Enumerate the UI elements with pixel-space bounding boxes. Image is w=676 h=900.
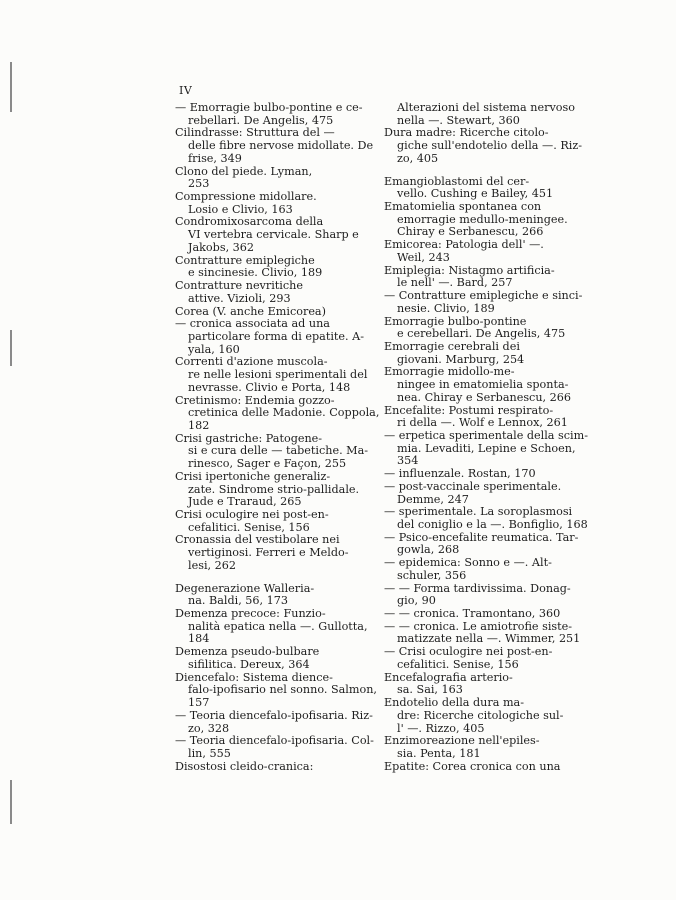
index-entry-continuation: re nelle lesioni sperimentali del [188, 368, 368, 382]
index-entry-continuation: cefalitici. Senise, 156 [397, 657, 519, 671]
index-entry-line: Emangioblastomi del cer- [384, 174, 530, 188]
index-entry-line: Enzimoreazione nell'epiles- [384, 734, 540, 748]
index-entry-continuation: lesi, 262 [188, 558, 236, 572]
index-entry-continuation: Alterazioni del sistema nervoso [397, 101, 575, 114]
index-entry-continuation: nalità epatica nella —. Gullotta, [188, 619, 368, 633]
index-entry-line: — Crisi oculogire nei post-en- [384, 645, 553, 659]
index-entry-continuation: Weil, 243 [397, 250, 450, 264]
index-column-left [175, 101, 380, 773]
index-entry-continuation: giche sull'endotelio della —. Riz- [397, 139, 582, 153]
index-entry-continuation: e cerebellari. De Angelis, 475 [397, 327, 566, 341]
index-entry-continuation: zo, 328 [188, 721, 230, 735]
index-entry-continuation: vertiginosi. Ferreri e Meldo- [188, 546, 349, 560]
index-entry-line: Crisi ipertoniche generaliz- [175, 469, 331, 483]
index-entry-line: Dura madre: Ricerche citolo- [384, 126, 549, 140]
index-entry-line: Crisi oculogire nei post-en- [175, 508, 329, 521]
index-entry-continuation: sia. Penta, 181 [397, 746, 481, 760]
index-entry-continuation: vello. Cushing e Bailey, 451 [397, 187, 554, 201]
index-entry-line: Emorragie cerebrali dei [384, 339, 520, 353]
index-entry-continuation: 182 [188, 418, 210, 432]
index-entry-continuation: frise, 349 [188, 151, 242, 165]
index-entry-continuation: Losio e Clivio, 163 [188, 202, 293, 216]
index-entry-continuation: particolare forma di epatite. A- [188, 329, 364, 343]
index-entry-continuation: nesie. Clivio, 189 [397, 301, 495, 315]
index-entry-continuation: na. Baldi, 56, 173 [188, 594, 289, 608]
index-entry-line: — erpetica sperimentale della scim- [384, 428, 589, 442]
index-entry-line: Demenza precoce: Funzio- [175, 607, 326, 621]
index-entry-continuation: 354 [397, 454, 419, 468]
index-entry-line: Encefalografia arterio- [384, 670, 513, 684]
margin-mark [10, 330, 12, 366]
index-entry-continuation: lin, 555 [188, 746, 231, 760]
index-entry-line: Emicorea: Patologia dell' —. [384, 238, 544, 252]
index-entry-continuation: gio, 90 [397, 594, 436, 608]
index-entry-continuation: si e cura delle — tabetiche. Ma- [188, 444, 369, 458]
index-entry-line: Emiplegia: Nistagmo artificia- [384, 263, 555, 277]
index-entry-line: Diencefalo: Sistema dience- [175, 670, 333, 684]
index-entry-continuation: cefalitici. Senise, 156 [188, 520, 310, 534]
index-entry-continuation: gowla, 268 [397, 543, 460, 557]
index-entry-continuation: nella —. Stewart, 360 [397, 113, 520, 127]
index-entry-continuation: giovani. Marburg, 254 [397, 352, 525, 366]
index-entry-continuation: zate. Sindrome strio-pallidale. [188, 482, 360, 496]
index-entry-line: — Teoria diencefalo-ipofisaria. Col- [175, 734, 374, 748]
margin-mark [10, 780, 12, 824]
index-entry-line: — Contratture emiplegiche e sinci- [384, 289, 583, 303]
index-entry-line: — epidemica: Sonno e —. Alt- [384, 556, 552, 570]
page-number: IV [179, 84, 193, 97]
index-entry-continuation: Demme, 247 [397, 492, 469, 506]
index-column-right [384, 101, 589, 773]
index-entry-line: Emorragie bulbo-pontine [384, 314, 527, 328]
index-entry-line: — cronica associata ad una [175, 317, 330, 331]
index-entry-line: Encefalite: Postumi respirato- [384, 403, 554, 417]
index-entry-continuation: Jakobs, 362 [188, 240, 255, 254]
index-entry-line: Crisi gastriche: Patogene- [175, 431, 323, 445]
index-entry-line: — sperimentale. La soroplasmosi [384, 505, 573, 519]
index-entry-line: Disostosi cleido-cranica: [175, 759, 314, 773]
index-entry-continuation: rebellari. De Angelis, 475 [188, 113, 334, 127]
index-entry-continuation: VI vertebra cervicale. Sharp e [188, 228, 359, 242]
index-entry-continuation: le nell' —. Bard, 257 [397, 276, 513, 290]
index-entry-line: — influenzale. Rostan, 170 [384, 467, 536, 481]
index-entry-continuation: 184 [188, 632, 210, 646]
index-entry-line: Condromixosarcoma della [175, 215, 324, 229]
index-entry-continuation: nea. Chiray e Serbanescu, 266 [397, 390, 571, 404]
index-entry-continuation: dre: Ricerche citologiche sul- [397, 708, 564, 722]
index-entry-continuation: schuler, 356 [397, 568, 467, 582]
index-entry-line: Cretinismo: Endemia gozzo- [175, 393, 335, 407]
index-entry-continuation: e sincinesie. Clivio, 189 [188, 266, 323, 280]
index-entry-line: Contratture emiplegiche [175, 253, 315, 267]
index-entry-line: — post-vaccinale sperimentale. [384, 479, 562, 493]
index-entry-line: Clono del piede. Lyman, [175, 164, 313, 178]
index-entry-line: Cilindrasse: Struttura del — [175, 126, 335, 140]
index-entry-continuation: 157 [188, 696, 210, 710]
index-entry-continuation: ri della —. Wolf e Lennox, 261 [397, 416, 568, 430]
index-entry-continuation: nevrasse. Clivio e Porta, 148 [188, 380, 351, 394]
index-entry-continuation: falo-ipofisario nel sonno. Salmon, [188, 683, 377, 697]
index-entry-line: — Psico-encefalite reumatica. Tar- [384, 530, 579, 544]
index-entry-continuation: yala, 160 [188, 342, 240, 356]
index-entry-continuation: ningee in ematomielia sponta- [397, 378, 569, 392]
index-entry-line: Degenerazione Walleria- [175, 581, 315, 595]
index-entry-continuation: sa. Sai, 163 [397, 683, 463, 697]
index-entry-line: — — Forma tardivissima. Donag- [384, 581, 571, 595]
index-entry-line: Endotelio della dura ma- [384, 696, 524, 710]
index-entry-line: Ematomielia spontanea con [384, 200, 542, 214]
index-entry-line: Correnti d'azione muscola- [175, 355, 328, 369]
index-entry-continuation: Chiray e Serbanescu, 266 [397, 225, 544, 239]
index-entry-continuation: 253 [188, 177, 210, 191]
index-entry-continuation: matizzate nella —. Wimmer, 251 [397, 632, 581, 646]
index-entry-line: Demenza pseudo-bulbare [175, 645, 320, 659]
index-entry-continuation: delle fibre nervose midollate. De [188, 139, 374, 153]
index-entry-continuation: cretinica delle Madonie. Coppola, [188, 406, 380, 420]
index-entry-line: — Emorragie bulbo-pontine e ce- [175, 101, 363, 114]
index-entry-continuation: Jude e Traraud, 265 [188, 495, 302, 509]
index-entry-continuation: rinesco, Sager e Façon, 255 [188, 457, 347, 471]
index-entry-line: Compressione midollare. [175, 190, 317, 204]
index-entry-continuation: mia. Levaditi, Lepine e Schoen, [397, 441, 576, 455]
index-entry-line: — — cronica. Le amiotrofie siste- [384, 619, 573, 633]
index-entry-continuation: emorragie medullo-meningee. [397, 212, 568, 226]
index-entry-line: Epatite: Corea cronica con una [384, 759, 561, 773]
index-entry-continuation: sifilitica. Dereux, 364 [188, 657, 310, 671]
index-entry-line: Contratture nevritiche [175, 279, 303, 293]
index-entry-continuation: zo, 405 [397, 151, 439, 165]
margin-mark [10, 62, 12, 112]
index-entry-continuation: del coniglio e la —. Bonfiglio, 168 [397, 518, 588, 531]
index-entry-line: — — cronica. Tramontano, 360 [384, 607, 561, 621]
index-entry-line: Emorragie midollo-me- [384, 365, 515, 379]
index-entry-line: Cronassia del vestibolare nei [175, 533, 340, 547]
index-entry-continuation: l' —. Rizzo, 405 [397, 721, 485, 735]
index-entry-line: Corea (V. anche Emicorea) [175, 304, 326, 318]
index-entry-continuation: attive. Vizioli, 293 [188, 291, 291, 305]
index-entry-line: — Teoria diencefalo-ipofisaria. Riz- [175, 708, 373, 722]
